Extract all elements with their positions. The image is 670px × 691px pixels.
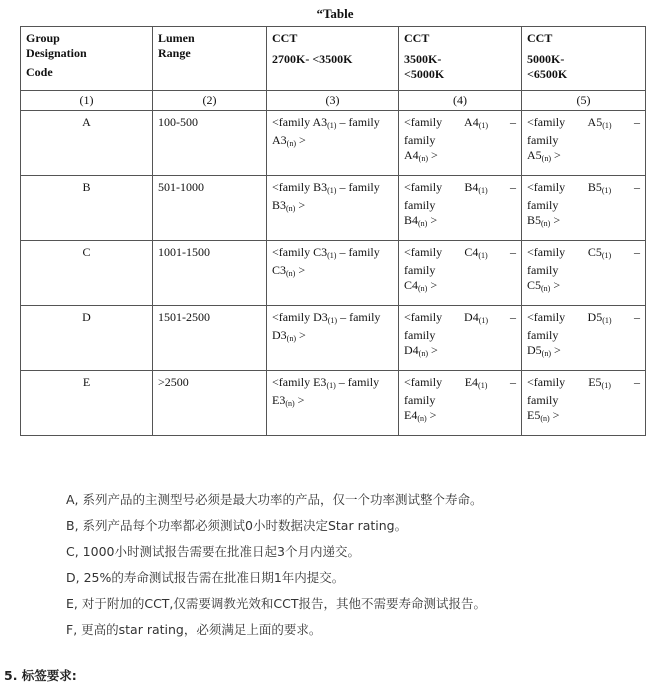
family-cell: <family $D3_{(1)}$ – family $D3_{(n)}$ > [267, 306, 399, 371]
header-lumen-range: Lumen Range [153, 27, 267, 91]
family-cell: <family $A3_{(1)}$ – family $A3_{(n)}$ > [267, 111, 399, 176]
lumen-range-cell: >2500 [153, 371, 267, 436]
family-cell: <family $A5_{(1)}$ – family $A5_{(n)}$ > [522, 111, 646, 176]
family-cell: <family $B5_{(1)}$ – family $B5_{(n)}$ > [522, 176, 646, 241]
column-number: (1) [21, 91, 153, 111]
lumen-range-cell: 1501-2500 [153, 306, 267, 371]
column-number-row [21, 91, 646, 111]
family-cell: <family $E3_{(1)}$ – family $E3_{(n)}$ > [267, 371, 399, 436]
table-row [21, 241, 646, 306]
table-header-row [21, 27, 646, 91]
note-a: A, 系列产品的主测型号必须是最大功率的产品，仅一个功率测试整个寿命。 [66, 492, 483, 507]
lumen-range-cell: 501-1000 [153, 176, 267, 241]
note-f: F, 更高的star rating，必须满足上面的要求。 [66, 622, 322, 637]
family-cell: <family $B3_{(1)}$ – family $B3_{(n)}$ > [267, 176, 399, 241]
note-c: C, 1000小时测试报告需要在批准日起3个月内递交。 [66, 544, 360, 559]
family-cell: <family $D4_{(1)}$ – family $D4_{(n)}$ > [399, 306, 522, 371]
table-row [21, 111, 646, 176]
group-code-cell: E [21, 371, 153, 436]
table-row [21, 306, 646, 371]
column-number: (2) [153, 91, 267, 111]
column-number: (3) [267, 91, 399, 111]
header-group-designation: Group Designation Code [21, 27, 153, 91]
table-body [21, 111, 646, 436]
group-code-cell: A [21, 111, 153, 176]
column-number: (5) [522, 91, 646, 111]
family-cell: <family $C5_{(1)}$ – family $C5_{(n)}$ > [522, 241, 646, 306]
family-cell: <family $D5_{(1)}$ – family $D5_{(n)}$ > [522, 306, 646, 371]
header-cct-5000: CCT 5000K- <6500K [522, 27, 646, 91]
column-number: (4) [399, 91, 522, 111]
lumen-range-cell: 100-500 [153, 111, 267, 176]
requirements-notes [66, 490, 656, 646]
table-row [21, 176, 646, 241]
lumen-range-cell: 1001-1500 [153, 241, 267, 306]
family-cell: <family $A4_{(1)}$ – family $A4_{(n)}$ > [399, 111, 522, 176]
section-heading-label-requirements: 5. 标签要求: [4, 668, 77, 683]
group-code-cell: D [21, 306, 153, 371]
family-cell: <family $E4_{(1)}$ – family $E4_{(n)}$ > [399, 371, 522, 436]
group-code-cell: C [21, 241, 153, 306]
note-e: E, 对于附加的CCT,仅需要调教光效和CCT报告，其他不需要寿命测试报告。 [66, 596, 487, 611]
note-d: D, 25%的寿命测试报告需在批准日期1年内提交。 [66, 570, 345, 585]
group-code-cell: B [21, 176, 153, 241]
family-cell: <family $C3_{(1)}$ – family $C3_{(n)}$ > [267, 241, 399, 306]
table-row [21, 371, 646, 436]
family-cell: <family $B4_{(1)}$ – family $B4_{(n)}$ > [399, 176, 522, 241]
group-designation-table [20, 26, 646, 436]
family-cell: <family $E5_{(1)}$ – family $E5_{(n)}$ > [522, 371, 646, 436]
note-b: B, 系列产品每个功率都必须测试0小时数据决定Star rating。 [66, 518, 408, 533]
header-cct-2700: CCT 2700K- <3500K [267, 27, 399, 91]
header-cct-3500: CCT 3500K- <5000K [399, 27, 522, 91]
family-cell: <family $C4_{(1)}$ – family $C4_{(n)}$ > [399, 241, 522, 306]
table-caption: “Table [316, 6, 354, 21]
